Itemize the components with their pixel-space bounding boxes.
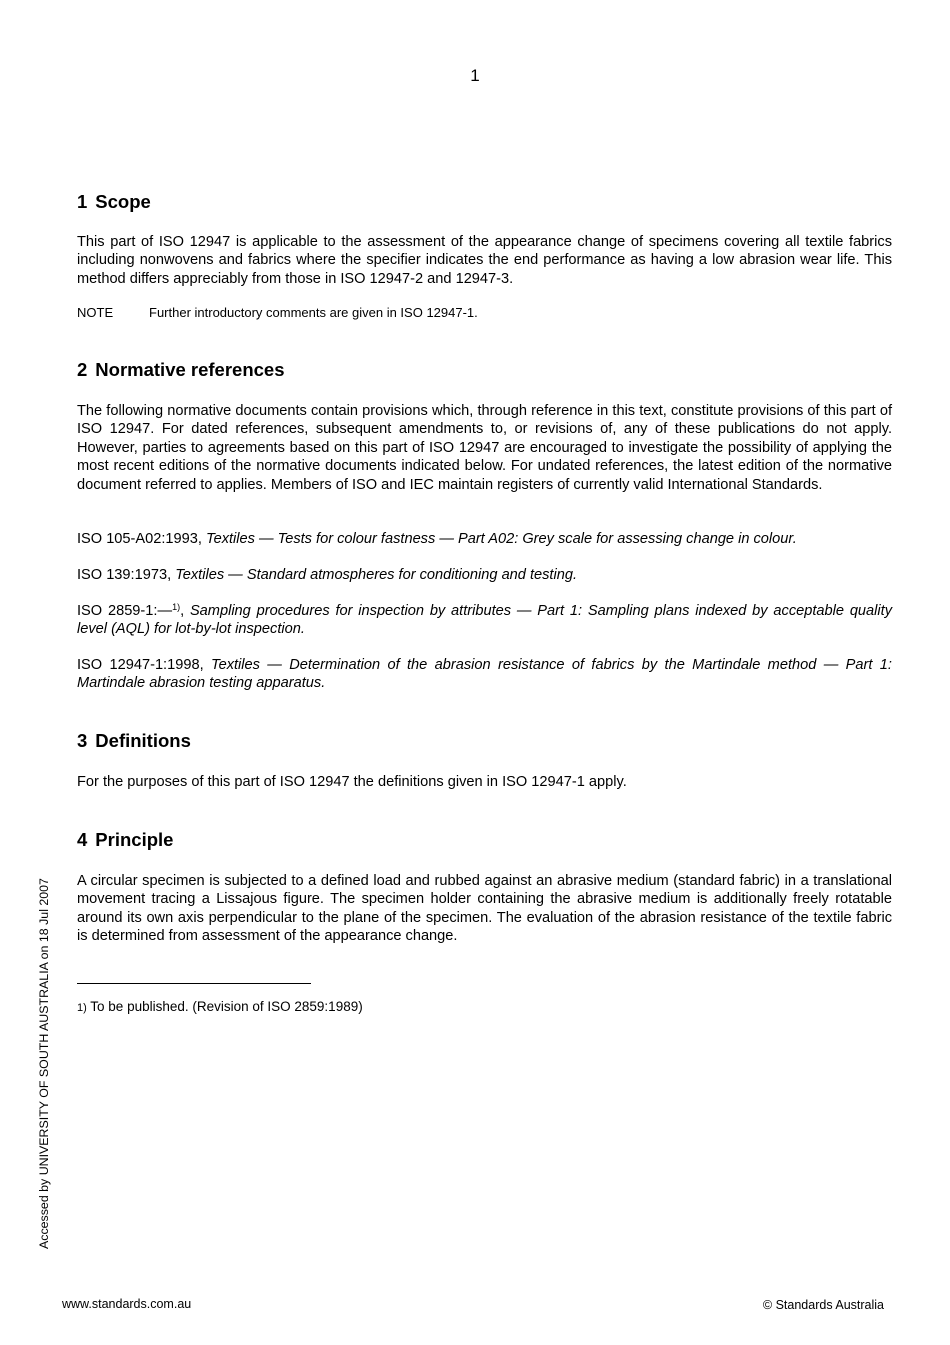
reference-item [77, 656, 892, 693]
normative-intro-paragraph: The following normative documents contain provisions which, through reference in this text, constitute provisions of this part of ISO 12947. For dated references, subsequent amendments to, or revisions of, any of these publications do not apply. However, parties to agreements based on this part of ISO 12947 are encouraged to investigate the possibility of applying the most recent editions of the normative documents indicated below. For undated references, the latest edition of the normative document referred to applies. Members of ISO and IEC maintain registers of currently valid International Standards. [77, 403, 892, 493]
footer-website: www.standards.com.au [62, 1297, 192, 1311]
definitions-paragraph: For the purposes of this part of ISO 12947 the definitions given in ISO 12947-1 apply. [77, 774, 627, 790]
reference-title: Textiles — Determination of the abrasion resistance of fabrics by the Martindale method — Part 1: Martindale abrasion testing apparatus. [77, 657, 892, 692]
reference-item [77, 602, 892, 639]
section-title: Scope [95, 191, 151, 212]
section-number: 4 [77, 829, 88, 850]
reference-title: Textiles — Standard atmospheres for conditioning and testing. [175, 567, 578, 583]
footnote-divider [77, 983, 311, 984]
footnote-reference: 1) [172, 602, 181, 612]
reference-item [77, 530, 892, 548]
section-heading-scope [77, 191, 151, 213]
section-number: 3 [77, 730, 88, 751]
section-heading-definitions [77, 730, 191, 752]
principle-paragraph: A circular specimen is subjected to a defined load and rubbed against an abrasive medium (standard fabric) in a translational movement tracing a Lissajous figure. The specimen holder containing the abrasive medium is additionally freely rotatable around its own axis perpendicular to the plane of the specimen. The evaluation of the abrasion resistance of the textile fabric is determined from assessment of the appearance change. [77, 873, 892, 945]
section-heading-principle [77, 829, 173, 851]
page-number: 1 [470, 66, 480, 85]
section-heading-normative-references [77, 359, 285, 381]
footer-copyright: © Standards Australia [762, 1298, 884, 1312]
reference-item [77, 566, 892, 584]
section-title: Principle [95, 829, 174, 850]
note-text: Further introductory comments are given in ISO 12947-1. [149, 305, 478, 320]
reference-title: Sampling procedures for inspection by attributes — Part 1: Sampling plans indexed by acceptable quality level (AQL) for lot-by-lot inspection. [77, 603, 893, 638]
reference-code: ISO 2859-1:— [77, 603, 173, 619]
reference-code: ISO 105-A02:1993, [77, 531, 206, 547]
access-stamp: Accessed by UNIVERSITY OF SOUTH AUSTRALIA on 18 Jul 2007 [37, 878, 51, 1249]
footnote-text: To be published. (Revision of ISO 2859:1989) [86, 999, 363, 1014]
footnote [77, 999, 363, 1014]
reference-title: Textiles — Tests for colour fastness — Part A02: Grey scale for assessing change in colour. [206, 531, 797, 547]
section-title: Normative references [95, 359, 285, 380]
section-number: 2 [77, 359, 88, 380]
reference-code: ISO 139:1973, [77, 567, 176, 583]
section-number: 1 [77, 191, 88, 212]
reference-separator: , [180, 603, 190, 619]
scope-paragraph: This part of ISO 12947 is applicable to the assessment of the appearance change of specimens covering all textile fabrics including nonwovens and fabrics where the specifier indicates the end performance as having a low abrasion wear life. This method differs appreciably from those in ISO 12947-2 and 12947-3. [77, 234, 892, 287]
footnote-mark: 1) [77, 1002, 87, 1014]
reference-code: ISO 12947-1:1998, [77, 657, 211, 673]
section-title: Definitions [95, 730, 191, 751]
scope-note [77, 305, 478, 320]
note-label: NOTE [77, 305, 114, 320]
